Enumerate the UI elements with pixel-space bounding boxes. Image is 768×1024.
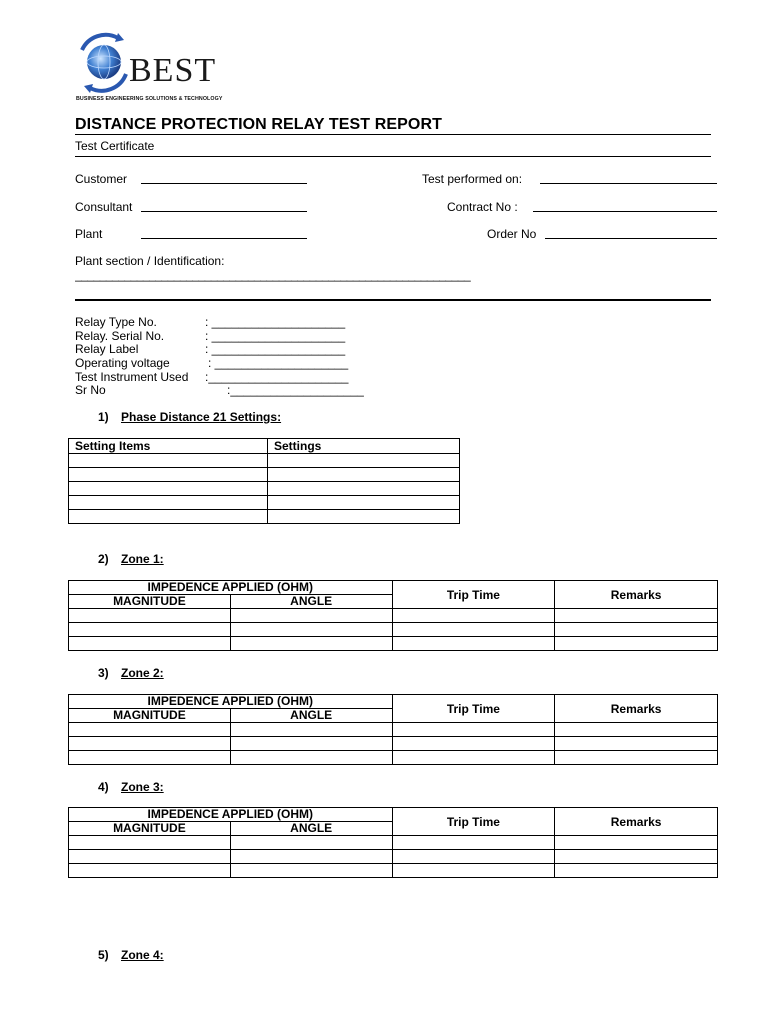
settings-table (68, 438, 460, 524)
plant-field[interactable] (141, 238, 307, 239)
table-row (69, 864, 718, 878)
table-cell[interactable] (555, 623, 718, 637)
table-cell[interactable] (555, 751, 718, 765)
sr-no-field[interactable]: :____________________ (227, 383, 364, 397)
table-row (69, 623, 718, 637)
zone1-table (68, 580, 718, 651)
sr-no-label: Sr No (75, 383, 106, 397)
order-no-label: Order No (487, 227, 537, 241)
test-instrument-label: Test Instrument Used (75, 370, 189, 384)
table-cell[interactable] (230, 864, 392, 878)
company-logo (74, 30, 224, 106)
table-cell[interactable] (69, 751, 231, 765)
section-phase-distance-heading (98, 410, 281, 424)
relay-serial-label: Relay. Serial No. (75, 329, 165, 343)
table-cell[interactable] (268, 496, 460, 510)
table-cell[interactable] (230, 850, 392, 864)
table-cell[interactable] (392, 850, 555, 864)
table-cell[interactable] (230, 737, 392, 751)
angle-header: ANGLE (230, 595, 392, 609)
customer-label: Customer (75, 172, 128, 186)
section-zone1-heading (98, 552, 164, 566)
section-zone4-heading (98, 948, 164, 962)
settings-header: Settings (268, 439, 460, 454)
table-cell[interactable] (69, 637, 231, 651)
table-cell[interactable] (230, 623, 392, 637)
section-number: 4) (98, 780, 109, 794)
table-cell[interactable] (230, 637, 392, 651)
consultant-field[interactable] (141, 211, 307, 212)
table-cell[interactable] (69, 468, 268, 482)
magnitude-header: MAGNITUDE (69, 709, 231, 723)
zone2-table (68, 694, 718, 765)
table-cell[interactable] (268, 510, 460, 524)
table-cell[interactable] (69, 510, 268, 524)
logo-name: BEST (129, 52, 217, 89)
table-row (69, 751, 718, 765)
test-certificate-label: Test Certificate (75, 139, 155, 153)
section-zone2-heading (98, 666, 164, 680)
plant-label: Plant (75, 227, 103, 241)
section-number: 5) (98, 948, 109, 962)
title-divider (75, 134, 711, 135)
trip-time-header: Trip Time (392, 808, 555, 836)
table-cell[interactable] (69, 850, 231, 864)
table-cell[interactable] (555, 637, 718, 651)
table-cell[interactable] (555, 609, 718, 623)
table-cell[interactable] (392, 836, 555, 850)
table-cell[interactable] (555, 723, 718, 737)
table-cell[interactable] (230, 751, 392, 765)
table-cell[interactable] (69, 836, 231, 850)
table-cell[interactable] (268, 482, 460, 496)
table-cell[interactable] (69, 609, 231, 623)
relay-label-field[interactable]: : ____________________ (205, 342, 346, 356)
section-number: 3) (98, 666, 109, 680)
trip-time-header: Trip Time (392, 581, 555, 609)
angle-header: ANGLE (230, 822, 392, 836)
table-cell[interactable] (69, 496, 268, 510)
remarks-header: Remarks (555, 695, 718, 723)
contract-no-label: Contract No : (447, 200, 518, 214)
zone3-table (68, 807, 718, 878)
table-cell[interactable] (69, 482, 268, 496)
setting-items-header: Setting Items (69, 439, 268, 454)
section-title: Zone 2: (121, 666, 164, 680)
contract-no-field[interactable] (533, 211, 717, 212)
magnitude-header: MAGNITUDE (69, 822, 231, 836)
table-cell[interactable] (69, 723, 231, 737)
table-row (69, 737, 718, 751)
plant-section-label: Plant section / Identification: (75, 254, 225, 268)
logo-tagline: BUSINESS ENGINEERING SOLUTIONS & TECHNOLOGY (76, 96, 223, 102)
impedance-header: IMPEDENCE APPLIED (OHM) (69, 695, 393, 709)
remarks-header: Remarks (555, 581, 718, 609)
section-title: Zone 4: (121, 948, 164, 962)
operating-voltage-label: Operating voltage (75, 356, 170, 370)
table-row (69, 637, 718, 651)
section-title: Zone 3: (121, 780, 164, 794)
trip-time-header: Trip Time (392, 695, 555, 723)
section-number: 1) (98, 410, 109, 424)
consultant-label: Consultant (75, 200, 133, 214)
section-zone3-heading (98, 780, 164, 794)
test-performed-on-field[interactable] (540, 183, 717, 184)
section-divider (75, 299, 711, 301)
table-cell[interactable] (555, 737, 718, 751)
relay-label-label: Relay Label (75, 342, 139, 356)
report-title: DISTANCE PROTECTION RELAY TEST REPORT (75, 116, 442, 133)
table-cell[interactable] (392, 737, 555, 751)
table-cell[interactable] (392, 623, 555, 637)
table-row (69, 510, 460, 524)
table-row (69, 496, 460, 510)
section-title: Phase Distance 21 Settings: (121, 410, 282, 424)
plant-section-field[interactable]: ________________________________________________________________ (75, 268, 471, 282)
table-cell[interactable] (555, 864, 718, 878)
table-row (69, 468, 460, 482)
globe-logo-icon (74, 30, 134, 96)
table-row (69, 850, 718, 864)
magnitude-header: MAGNITUDE (69, 595, 231, 609)
table-cell[interactable] (555, 850, 718, 864)
impedance-header: IMPEDENCE APPLIED (OHM) (69, 581, 393, 595)
table-row (69, 454, 460, 468)
table-cell[interactable] (392, 723, 555, 737)
customer-field[interactable] (141, 183, 307, 184)
table-cell[interactable] (268, 454, 460, 468)
table-cell[interactable] (69, 737, 231, 751)
operating-voltage-field[interactable]: : ____________________ (208, 356, 349, 370)
order-no-field[interactable] (545, 238, 717, 239)
table-row (69, 482, 460, 496)
table-cell[interactable] (230, 723, 392, 737)
relay-type-label: Relay Type No. (75, 315, 157, 329)
test-instrument-field[interactable]: :_____________________ (205, 370, 349, 384)
table-cell[interactable] (555, 836, 718, 850)
table-row (69, 723, 718, 737)
section-title: Zone 1: (121, 552, 164, 566)
table-cell[interactable] (69, 864, 231, 878)
table-row (69, 836, 718, 850)
certificate-divider (75, 156, 711, 157)
table-cell[interactable] (230, 609, 392, 623)
section-number: 2) (98, 552, 109, 566)
table-cell[interactable] (69, 454, 268, 468)
table-row (69, 609, 718, 623)
table-cell[interactable] (392, 609, 555, 623)
table-cell[interactable] (392, 751, 555, 765)
table-cell[interactable] (230, 836, 392, 850)
angle-header: ANGLE (230, 709, 392, 723)
relay-serial-field[interactable]: : ____________________ (205, 329, 346, 343)
impedance-header: IMPEDENCE APPLIED (OHM) (69, 808, 393, 822)
table-cell[interactable] (268, 468, 460, 482)
remarks-header: Remarks (555, 808, 718, 836)
relay-type-field[interactable]: : ____________________ (205, 315, 346, 329)
table-cell[interactable] (69, 623, 231, 637)
table-cell[interactable] (392, 637, 555, 651)
test-performed-on-label: Test performed on: (422, 172, 523, 186)
table-cell[interactable] (392, 864, 555, 878)
